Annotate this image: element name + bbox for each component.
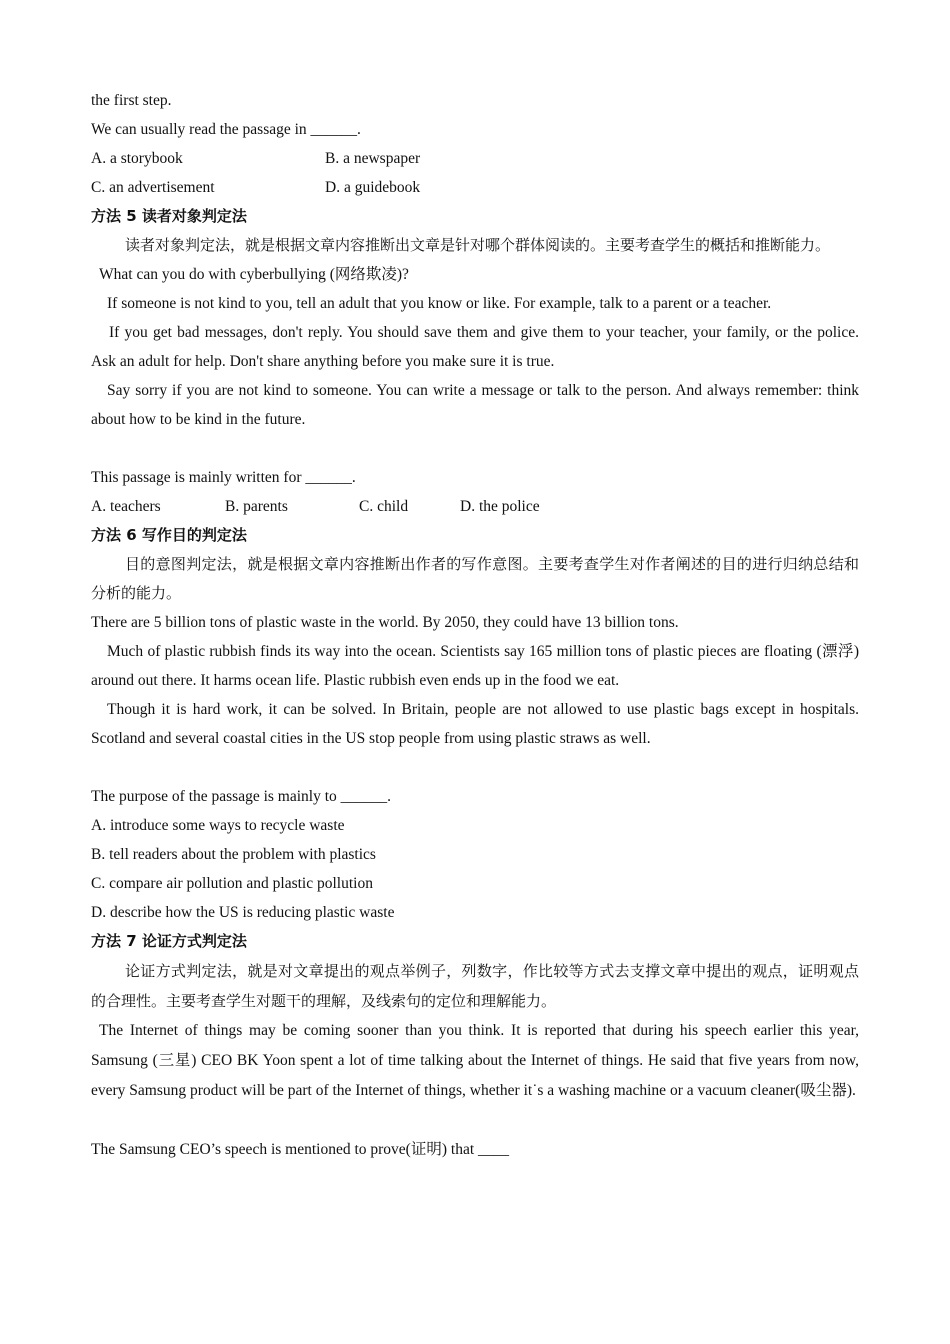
option-d: D. a guidebook [325,179,421,196]
section-intro: 目的意图判定法，就是根据文章内容推断出作者的写作意图。主要考查学生对作者阐述的目的进行归纳总结和分析的能力。 [91,555,859,602]
section-heading: 方法 6 写作目的判定法 [91,526,247,544]
question-text: The Samsung CEO’s speech is mentioned to prove(证明) that ____ [91,1141,510,1158]
passage-paragraph: Say sorry if you are not kind to someone. You can write a message or talk to the person. And always remember: think about how to be kind in the future. [91,382,859,428]
section-heading: 方法 7 论证方式判定法 [91,932,247,950]
option-c: C. an advertisement [91,179,215,196]
option-b: B. parents [225,498,288,515]
question-text: The purpose of the passage is mainly to ______. [91,788,392,805]
options-row [91,144,859,173]
passage-paragraph: If someone is not kind to you, tell an adult that you know or like. For example, talk to a parent or a teacher. [107,295,772,312]
section-intro: 读者对象判定法，就是根据文章内容推断出文章是针对哪个群体阅读的。主要考查学生的概括和推断能力。 [125,236,831,254]
question-text: This passage is mainly written for ______. [91,469,356,486]
option-c: C. compare air pollution and plastic pollution [91,875,373,892]
option-b: B. a newspaper [325,150,421,167]
options-row [91,173,859,202]
option-a: A. introduce some ways to recycle waste [91,817,345,834]
document-page [91,86,859,1164]
option-c: C. child [359,498,409,515]
passage-tail: the first step. [91,92,172,109]
option-b: B. tell readers about the problem with plastics [91,846,376,863]
passage-paragraph: There are 5 billion tons of plastic waste in the world. By 2050, they could have 13 billion tons. [91,614,679,631]
passage-paragraph: Though it is hard work, it can be solved. In Britain, people are not allowed to use plastic bags except in hospitals. Scotland and several coastal cities in the US stop people from using plastic straws as well. [91,701,859,747]
option-d: D. describe how the US is reducing plastic waste [91,904,395,921]
passage-paragraph: Much of plastic rubbish finds its way into the ocean. Scientists say 165 million tons of plastic pieces are floating (漂浮) around out there. It harms ocean life. Plastic rubbish even ends up in the food we eat. [91,643,859,689]
options-row [91,492,859,521]
option-a: A. a storybook [91,150,183,167]
passage-paragraph: If you get bad messages, don't reply. You should save them and give them to your teacher, your family, or the police. Ask an adult for help. Don't share anything before you make sure it is true. [91,324,859,370]
question-text: We can usually read the passage in ______. [91,121,361,138]
passage-paragraph: What can you do with cyberbullying (网络欺凌)? [99,266,409,283]
section-intro: 论证方式判定法，就是对文章提出的观点举例子，列数字，作比较等方式去支撑文章中提出的观点，证明观点的合理性。主要考查学生对题干的理解，及线索句的定位和理解能力。 [91,962,859,1010]
option-d: D. the police [460,498,540,515]
option-a: A. teachers [91,498,161,515]
passage-paragraph: The Internet of things may be coming sooner than you think. It is reported that during his speech earlier this year, Samsung (三星) CEO BK Yoon spent a lot of time talking about the Internet of things. He said that five years from now, every Samsung product will be part of the Internet of things, whether it˙s a washing machine or a vacuum cleaner(吸尘器). [91,1022,859,1099]
section-heading: 方法 5 读者对象判定法 [91,207,247,225]
